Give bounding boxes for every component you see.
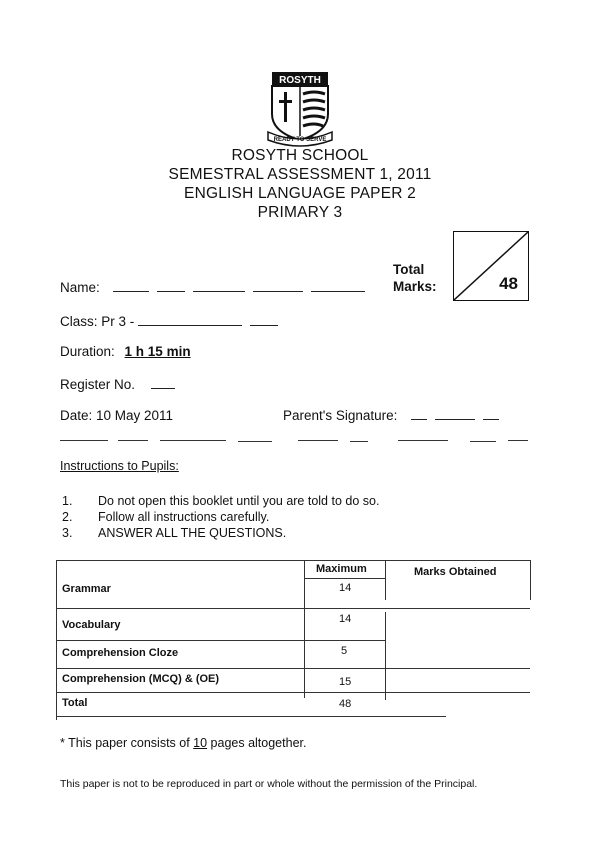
class-value: Pr 3 - [101,314,135,329]
name-field[interactable] [60,280,373,295]
copyright-note: This paper is not to be reproduced in part or whole without the permission of the Principal. [60,778,478,790]
instruction-item: 2. Follow all instructions carefully. [62,510,270,524]
table-row-section: Comprehension Cloze [62,647,179,659]
level-title: PRIMARY 3 [257,204,343,221]
paper-title: ENGLISH LANGUAGE PAPER 2 [184,185,416,202]
total-marks-box[interactable] [453,231,529,301]
register-label: Register No. [60,377,136,392]
register-field[interactable] [60,377,183,392]
table-row-max: 5 [341,645,348,657]
page-count: 10 [193,736,208,750]
school-crest-logo [262,70,338,148]
duration-field [60,344,191,359]
table-row-max: 14 [339,613,352,625]
column-header-maximum: Maximum [316,563,367,575]
instruction-item: 1. Do not open this booklet until you are told to do so. [62,494,380,508]
name-label: Name: [60,280,100,295]
marks-label: Marks: [393,279,437,294]
instruction-item: 3. ANSWER ALL THE QUESTIONS. [62,526,287,540]
table-row-max: 14 [339,582,352,594]
svg-text:ROSYTH: ROSYTH [279,75,321,86]
instructions-heading: Instructions to Pupils: [60,459,179,473]
date-label: Date: 10 May 2011 [60,408,174,423]
signature-label: Parent's Signature: [283,408,398,423]
total-label: Total [393,262,425,277]
column-header-marks-obtained: Marks Obtained [414,566,497,578]
instructions-list [62,493,379,541]
signature-field[interactable] [283,408,507,423]
max-marks-value: 48 [499,274,518,293]
duration-label: Duration: [60,344,115,359]
svg-text:READY TO SERVE: READY TO SERVE [273,137,327,143]
school-name: ROSYTH SCHOOL [231,147,369,164]
table-row-section: Grammar [62,583,111,595]
table-row-section: Vocabulary [62,619,121,631]
table-row-section: Comprehension (MCQ) & (OE) [62,673,220,685]
class-label: Class: [60,314,98,329]
assessment-title: SEMESTRAL ASSESSMENT 1, 2011 [168,166,432,183]
table-row-section: Total [62,697,88,709]
table-row-max: 48 [339,698,352,710]
table-row-max: 15 [339,676,352,688]
pages-note: * This paper consists of 10 pages altogether. [60,736,307,750]
class-field[interactable] [60,314,286,329]
duration-value: 1 h 15 min [124,344,191,359]
